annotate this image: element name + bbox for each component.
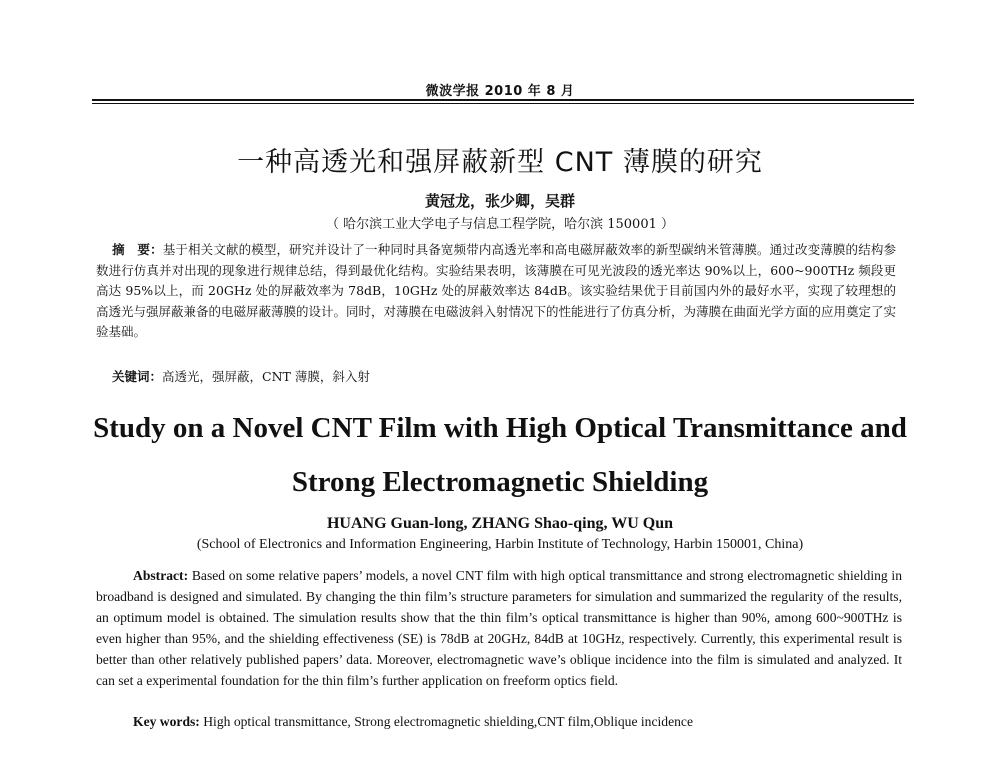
english-keywords [133,714,893,730]
english-affiliation: (School of Electronics and Information Engineering, Harbin Institute of Technology, Harbin 150001, China) [196,537,804,552]
english-abstract-text: Based on some relative papers’ models, a novel CNT film with high optical transmittance and strong electromagnetic shielding in broadband is designed and simulated. By changing the thin film’s structure parameters for simulation and summarized the regularity of the results, an optimum model is obtained. The simulation results show that the thin film’s optical transmittance is higher than 90%, among 600~900THz is even higher than 95%, and the shielding effectiveness (SE) is 78dB at 20GHz, 84dB at 10GHz, respectively. Currently, this experimental result is better than other relatively published papers’ data. Moreover, electromagnetic wave’s oblique incidence into the film is simulated and analyzed. It can set a experimental foundation for the thin film’s further application on freeform optics field. [96,568,902,688]
chinese-abstract-text: 基于相关文献的模型，研究并设计了一种同时具备宽频带内高透光率和高电磁屏蔽效率的新型碳纳米管薄膜。通过改变薄膜的结构参数进行仿真并对出现的现象进行规律总结，得到最优化结构。实验结果表明，该薄膜在可见光波段的透光率达 90%以上，600~900THz 频段更高达 95%以上，而 20GHz 处的屏蔽效率为 78dB，10GHz 处的屏蔽效率达 84dB。该实验结果优于目前国内外的最好水平，实现了较理想的高透光与强屏蔽兼备的电磁屏蔽薄膜的设计。同时，对薄膜在电磁波斜入射情况下的性能进行了仿真分析，为薄膜在曲面光学方面的应用奠定了实验基础。 [96,242,897,340]
english-title-line1: Study on a Novel CNT Film with High Optical Transmittance and [93,412,907,444]
header-rule-thin [92,103,914,104]
chinese-keywords-text: 高透光，强屏蔽，CNT 薄膜，斜入射 [162,369,370,384]
chinese-keywords [112,367,892,385]
chinese-affiliation: （ 哈尔滨工业大学电子与信息工程学院，哈尔滨 150001 ） [325,217,675,232]
chinese-authors: 黄冠龙，张少卿，吴群 [424,192,575,210]
chinese-abstract-label: 摘 要： [112,242,163,257]
chinese-abstract [96,240,896,343]
header-rule-thick [92,99,914,101]
english-keywords-text: High optical transmittance, Strong electromagnetic shielding,CNT film,Oblique incidence [203,714,693,729]
english-keywords-label: Key words: [133,714,200,729]
english-abstract-label: Abstract: [133,568,189,583]
english-abstract [96,566,902,691]
chinese-keywords-label: 关键词： [112,369,163,384]
english-authors: HUANG Guan-long, ZHANG Shao-qing, WU Qun [326,515,673,532]
chinese-title: 一种高透光和强屏蔽新型 CNT 薄膜的研究 [237,147,763,178]
running-head: 微波学报 2010 年 8 月 [425,84,575,99]
english-title-line2: Strong Electromagnetic Shielding [291,466,709,498]
